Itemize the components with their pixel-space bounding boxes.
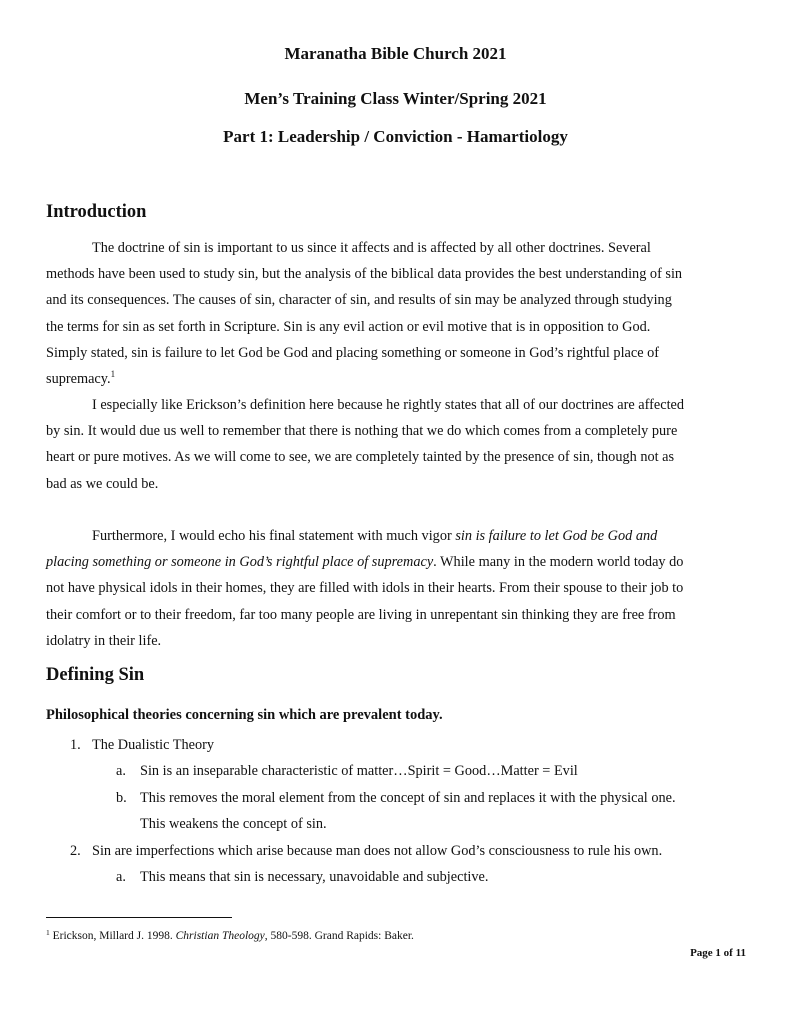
- text-line: I especially like Erickson’s definition here because he rightly states that all of our doctrines are affected: [92, 397, 685, 413]
- list-letter: b.: [116, 790, 127, 806]
- list-text: The Dualistic Theory: [92, 737, 215, 753]
- footnote-text: Erickson, Millard J. 1998.: [49, 930, 176, 942]
- list-text: Sin is an inseparable characteristic of matter…Spirit = Good…Matter = Evil: [140, 763, 578, 779]
- list-letter: a.: [116, 869, 126, 885]
- footnote-text: , 580-598. Grand Rapids: Baker.: [264, 930, 414, 942]
- defining-sin-heading: Defining Sin: [46, 665, 145, 685]
- text-line: . While many in the modern world today do: [433, 554, 684, 571]
- intro-paragraph-1: [46, 235, 746, 392]
- list-text: Sin are imperfections which arise because man does not allow God’s consciousness to rule his own.: [92, 843, 663, 859]
- text-line: Furthermore, I would echo his final statement with much vigor: [92, 528, 456, 544]
- list-text: This weakens the concept of sin.: [140, 816, 327, 832]
- page-number: Page 1 of 11: [690, 947, 746, 959]
- footnote: [46, 930, 414, 942]
- footnote-marker: 1: [46, 928, 50, 937]
- text-line: The doctrine of sin is important to us since it affects and is affected by all other doctrines. Several: [92, 240, 651, 256]
- text-line: heart or pure motives. As we will come to see, we are completely tainted by the presence of sin, though not as: [46, 449, 675, 466]
- list-letter: a.: [116, 763, 126, 779]
- text-line: their comfort or to their freedom, far too many people are living in unrepentant sin thinking they are free from: [46, 606, 676, 623]
- theories-subheading: Philosophical theories concerning sin which are prevalent today.: [46, 707, 443, 723]
- text-line: idolatry in their life.: [46, 632, 162, 649]
- text-line: supremacy.: [46, 371, 111, 388]
- intro-paragraph-2: [46, 392, 746, 497]
- church-title: Maranatha Bible Church 2021: [284, 44, 507, 63]
- class-title: Men’s Training Class Winter/Spring 2021: [244, 89, 547, 108]
- text-line: Simply stated, sin is failure to let God be God and placing something or someone in God’s rightful place of: [46, 344, 660, 361]
- list-text: This means that sin is necessary, unavoidable and subjective.: [140, 869, 489, 885]
- footnote-separator: [46, 917, 232, 918]
- quoted-definition: sin is failure to let God be God and: [455, 528, 658, 544]
- footnote-ref[interactable]: 1: [110, 369, 116, 380]
- text-line: the terms for sin as set forth in Scripture. Sin is any evil action or evil motive that is in opposition to God.: [46, 318, 651, 335]
- list-text: This removes the moral element from the concept of sin and replaces it with the physical one.: [140, 790, 676, 806]
- quoted-definition: placing something or someone in God’s rightful place of supremacy: [46, 554, 434, 571]
- list-number: 2.: [70, 843, 81, 859]
- book-title: Christian Theology: [175, 930, 265, 942]
- text-line: and its consequences. The causes of sin, character of sin, and results of sin may be analyzed through studying: [46, 292, 672, 309]
- intro-paragraph-3: [46, 523, 746, 654]
- text-line: by sin. It would due us well to remember that there is nothing that we do which comes from a completely pure: [46, 423, 678, 440]
- list-number: 1.: [70, 737, 81, 753]
- text-line: not have physical idols in their homes, they are filled with idols in their hearts. From their spouse to their job to: [46, 580, 684, 597]
- text-line: methods have been used to study sin, but the analysis of the biblical data provides the best understanding of sin: [46, 266, 683, 283]
- text-line: bad as we could be.: [46, 475, 159, 492]
- part-title: Part 1: Leadership / Conviction - Hamartiology: [223, 127, 568, 146]
- introduction-heading: Introduction: [46, 202, 147, 222]
